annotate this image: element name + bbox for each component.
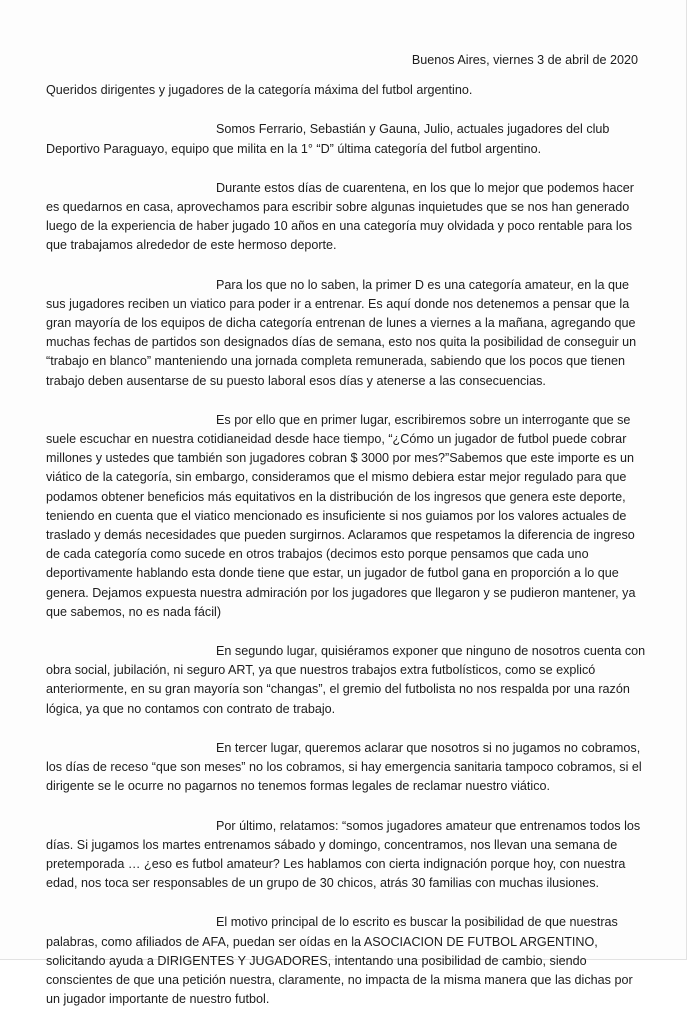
- paragraph-second-point: En segundo lugar, quisiéramos exponer que ninguno de nosotros cuenta con obra social, jubilación, ni seguro ART, ya que nuestros trabajos extra futbolísticos, como se explicó anteriormente, en su gran mayoría son “changas”, el gremio del futbolista no nos respalda por una razón lógica, ya que no contamos con contrato de trabajo.: [46, 644, 646, 716]
- paragraph-third-point: En tercer lugar, queremos aclarar que nosotros si no jugamos no cobramos, los días de receso “que son meses” no los cobramos, si hay emergencia sanitaria tampoco cobramos, si el dirigente se le ocurre no pagarnos no tenemos formas legales de reclamar nuestro viático.: [46, 740, 642, 794]
- paragraph-introduction: Somos Ferrario, Sebastián y Gauna, Julio, actuales jugadores del club Deportivo Paraguayo, equipo que milita en la 1° “D” última categoría del futbol argentino.: [46, 122, 610, 156]
- paragraph-final-point: Por último, relatamos: “somos jugadores amateur que entrenamos todos los días. Si jugamos los martes entrenamos sábado y domingo, concentramos, nos llevan una semana de pretemporada … ¿eso es futbol amateur? Les hablamos con cierta indignación porque hoy, con nuestra edad, nos toca ser responsables de un grupo de 30 chicos, atrás 30 familias con muchas ilusiones.: [46, 818, 641, 891]
- paragraph-first-point: Es por ello que en primer lugar, escribiremos sobre un interrogante que se suele escuchar en nuestra cotidianeidad desde hace tiempo, “¿Cómo un jugador de futbol puede cobrar millones y ustedes que también son jugadores cobran $ 3000 por mes?”Sabemos que este importe es un viático de la categoría, sin embargo, consideramos que el mismo debiera estar mejor regulado para que podamos obtener beneficios más equitativos en la distribución de los ingresos que genera este deporte, teniendo en cuenta que el viatico mencionado es insuficiente si nos guiamos por los valores actuales de traslado y demás necesidades que pueden surgirnos. Aclaramos que respetamos la diferencia de ingreso de cada categoría como sucede en otros trabajos (decimos esto porque pensamos que cada uno deportivamente hablando esta donde tiene que estar, un jugador de futbol gana en proporción a lo que genera. Dejamos expuesta nuestra admiración por los jugadores que llegaron y se pudieron mantener, ya que sabemos, no es nada fácil): [46, 412, 636, 619]
- paragraph-quarantine: Durante estos días de cuarentena, en los que lo mejor que podemos hacer es quedarnos en casa, aprovechamos para escribir sobre algunas inquietudes que se nos han generado luego de la experiencia de haber jugado 10 años en una categoría muy olvidada y poco rentable para los que trabajamos alrededor de este hermoso deporte.: [46, 180, 634, 253]
- paragraph-main-motive: El motivo principal de lo escrito es buscar la posibilidad de que nuestras palabras, como afiliados de AFA, puedan ser oídas en la ASOCIACION DE FUTBOL ARGENTINO, solicitando ayuda a DIRIGENTES Y JUGADORES, intentando una posibilidad de cambio, siendo conscientes de que una petición nuestra, claramente, no impacta de la misma manera que las dichas por un jugador importante de nuestro futbol.: [46, 915, 633, 1007]
- letter-body: [46, 51, 646, 1009]
- greeting-line: Queridos dirigentes y jugadores de la categoría máxima del futbol argentino.: [46, 83, 473, 98]
- paragraph-category-context: Para los que no lo saben, la primer D es una categoría amateur, en la que sus jugadores reciben un viatico para poder ir a entrenar. Es aquí donde nos detenemos a pensar que la gran mayoría de los equipos de dicha categoría entrenan de lunes a viernes a la mañana, agregando que muchas fechas de partidos son designados días de semana, esto nos quita la posibilidad de conseguir un “trabajo en blanco” manteniendo una jornada completa remunerada, sabiendo que los pocos que tienen trabajo deben ausentarse de su puesto laboral esos días y atenerse a las consecuencias.: [46, 277, 637, 388]
- date-line: Buenos Aires, viernes 3 de abril de 2020: [411, 53, 638, 67]
